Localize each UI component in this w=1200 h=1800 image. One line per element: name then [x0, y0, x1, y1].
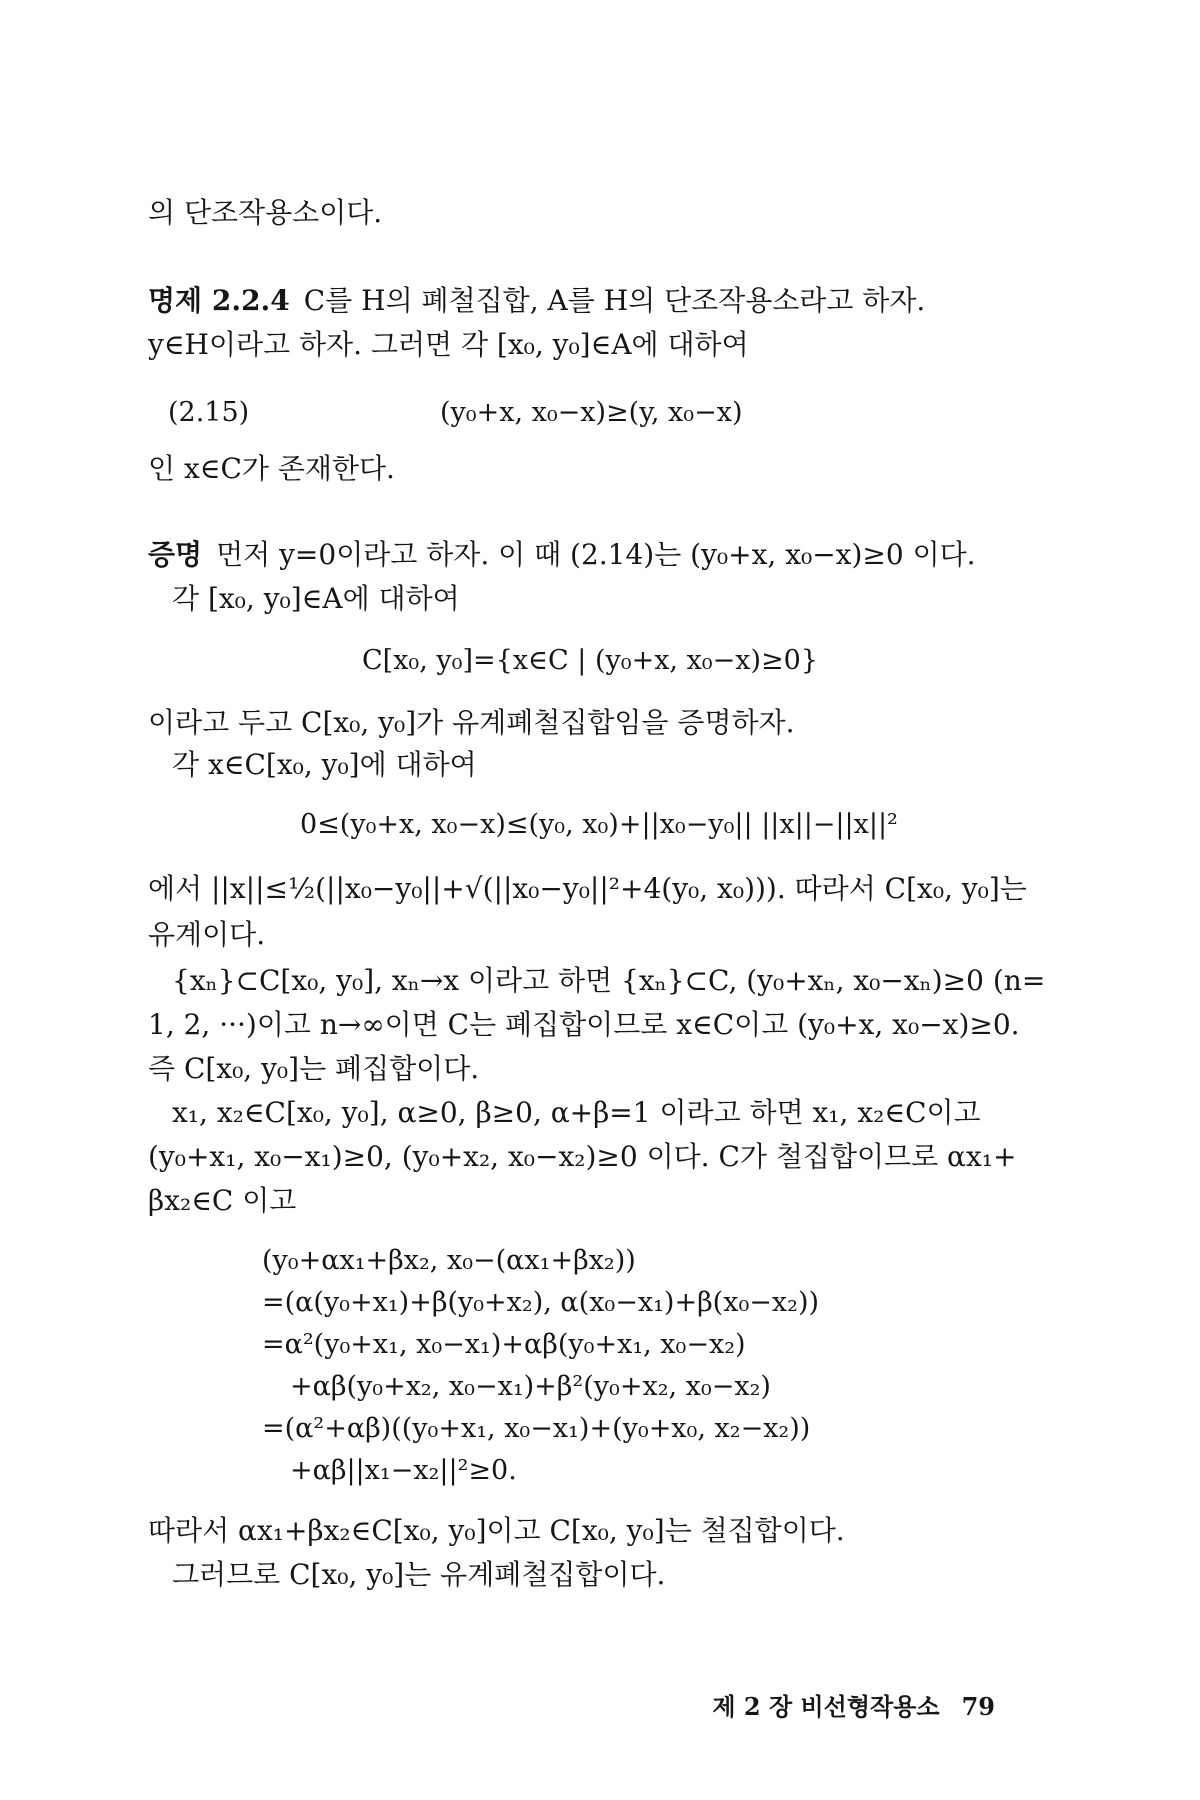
- text-line: y∈H이라고 하자. 그러면 각 [x₀, y₀]∈A에 대하여: [148, 328, 749, 361]
- text-line: 각 [x₀, y₀]∈A에 대하여: [172, 582, 460, 615]
- equation-line: =(α²+αβ)((y₀+x₁, x₀−x₁)+(y₀+x₀, x₂−x₂)): [262, 1413, 811, 1444]
- equation-number: (2.15): [168, 397, 250, 428]
- running-head: 제 2 장 비선형작용소: [712, 1692, 940, 1721]
- equation-line: (y₀+αx₁+βx₂, x₀−(αx₁+βx₂)): [262, 1245, 636, 1276]
- equation: (y₀+x, x₀−x)≥(y, x₀−x): [440, 397, 743, 428]
- text-line: 1, 2, ···)이고 n→∞이면 C는 폐집합이므로 x∈C이고 (y₀+x, x₀−x)≥0.: [148, 1008, 1020, 1041]
- text-line: 각 x∈C[x₀, y₀]에 대하여: [172, 748, 477, 781]
- text-line: 그러므로 C[x₀, y₀]는 유계폐철집합이다.: [172, 1558, 666, 1591]
- proof-heading: 증명: [148, 538, 203, 571]
- text-line: 이라고 두고 C[x₀, y₀]가 유계폐철집합임을 증명하자.: [148, 706, 795, 739]
- page-number: 79: [961, 1692, 995, 1721]
- text-line: 에서 ||x||≤½(||x₀−y₀||+√(||x₀−y₀||²+4(y₀, x₀))). 따라서 C[x₀, y₀]는: [148, 872, 1027, 905]
- page-footer: [712, 1692, 995, 1722]
- text-line: {xₙ}⊂C[x₀, y₀], xₙ→x 이라고 하면 {xₙ}⊂C, (y₀+xₙ, x₀−xₙ)≥0 (n=: [172, 964, 1046, 997]
- text-line: (y₀+x₁, x₀−x₁)≥0, (y₀+x₂, x₀−x₂)≥0 이다. C가 철집합이므로 αx₁+: [148, 1140, 1017, 1173]
- text-line: 유계이다.: [148, 918, 266, 951]
- text-line: x₁, x₂∈C[x₀, y₀], α≥0, β≥0, α+β=1 이라고 하면 x₁, x₂∈C이고: [172, 1096, 981, 1129]
- equation: C[x₀, y₀]={x∈C | (y₀+x, x₀−x)≥0}: [362, 645, 818, 676]
- proposition-text: C를 H의 폐철집합, A를 H의 단조작용소라고 하자.: [303, 284, 926, 317]
- proof-line: [148, 538, 976, 572]
- equation-line: +αβ||x₁−x₂||²≥0.: [290, 1455, 517, 1486]
- proof-text: 먼저 y=0이라고 하자. 이 때 (2.14)는 (y₀+x, x₀−x)≥0 이다.: [216, 538, 976, 571]
- equation-line: =α²(y₀+x₁, x₀−x₁)+αβ(y₀+x₁, x₀−x₂): [262, 1329, 746, 1360]
- text-line: 의 단조작용소이다.: [148, 196, 383, 229]
- equation: 0≤(y₀+x, x₀−x)≤(y₀, x₀)+||x₀−y₀|| ||x||−||x||²: [300, 809, 898, 840]
- proposition-line: [148, 284, 925, 318]
- equation-line: +αβ(y₀+x₂, x₀−x₁)+β²(y₀+x₂, x₀−x₂): [290, 1371, 771, 1402]
- proposition-heading: 명제 2.2.4: [148, 284, 290, 317]
- text-line: 인 x∈C가 존재한다.: [148, 452, 395, 485]
- text-line: βx₂∈C 이고: [148, 1184, 297, 1217]
- text-line: 따라서 αx₁+βx₂∈C[x₀, y₀]이고 C[x₀, y₀]는 철집합이다.: [148, 1514, 845, 1547]
- equation-line: =(α(y₀+x₁)+β(y₀+x₂), α(x₀−x₁)+β(x₀−x₂)): [262, 1287, 820, 1318]
- text-line: 즉 C[x₀, y₀]는 폐집합이다.: [148, 1052, 480, 1085]
